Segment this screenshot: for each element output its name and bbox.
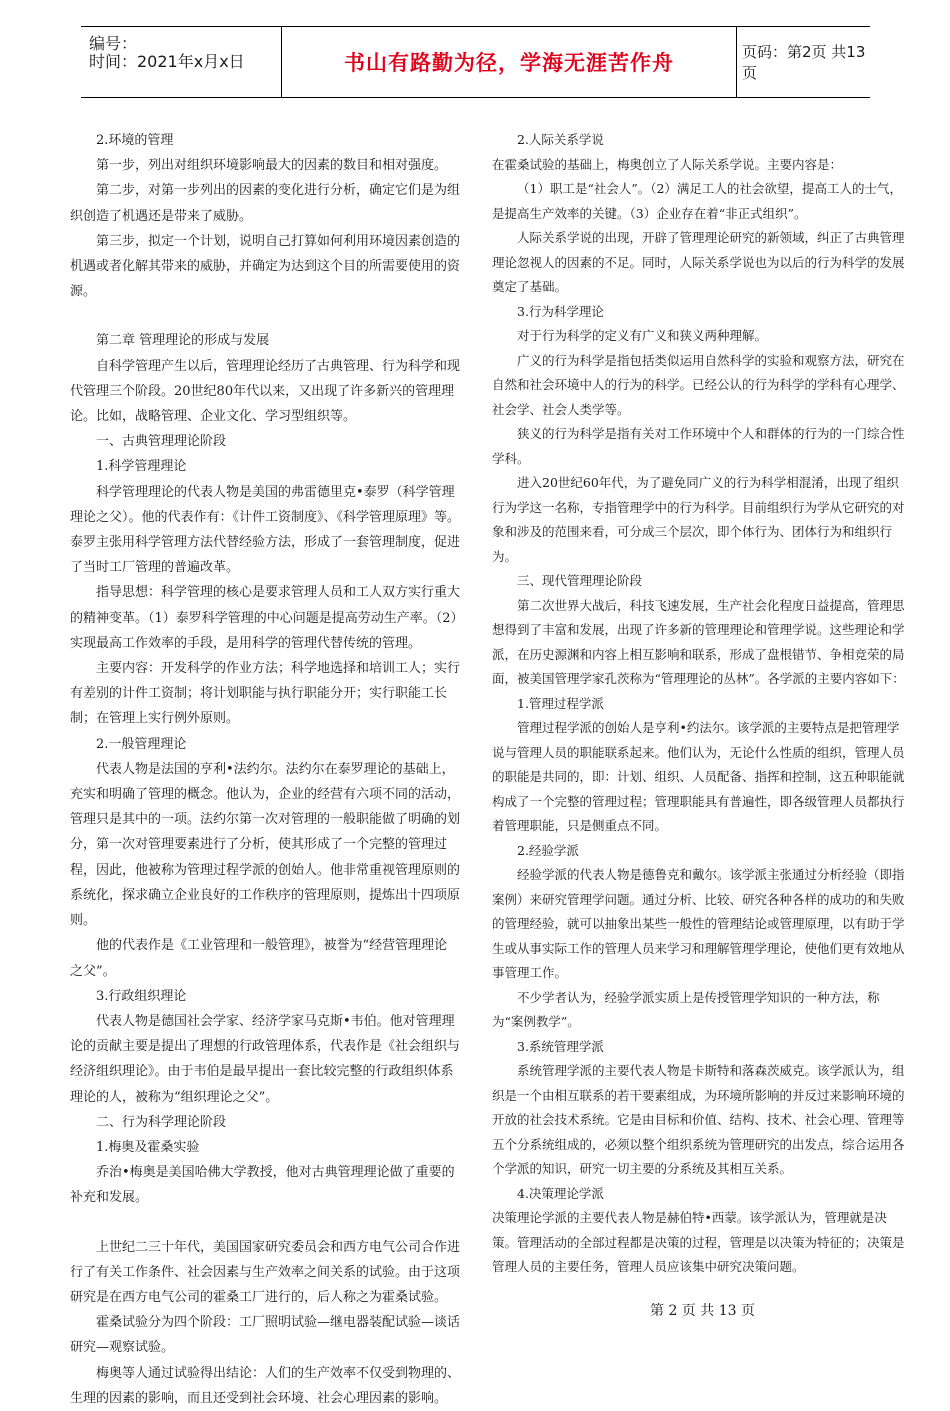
header-motto-cell: [281, 27, 737, 97]
left-column: [70, 128, 460, 1411]
paragraph: 系统管理学派的主要代表人物是卡斯特和落森茨威克。该学派认为，组织是一个由相互联系的若干要素组成，为环境所影响的并反过来影响环境的开放的社会技术系统。它是由目标和价值、结构、技术、社会心理、管理等五个分系统组成的，必须以整个组织系统为管理研究的出发点，综合运用各个学派的知识，研究一切主要的分系统及其相互关系。: [492, 1063, 905, 1176]
paragraph: 决策理论学派的主要代表人物是赫伯特•西蒙。该学派认为，管理就是决策。管理活动的全部过程都是决策的过程，管理是以决策为特征的；决策是管理人员的主要任务，管理人员应该集中研究决策问题。: [492, 1210, 905, 1274]
paragraph: 4.决策理论学派: [517, 1185, 604, 1201]
paragraph: 自科学管理产生以后，管理理论经历了古典管理、行为科学和现代管理三个阶段。20世纪80年代以来，又出现了许多新兴的管理理论。比如，战略管理、企业文化、学习型组织等。: [70, 358, 461, 425]
paragraph: 对于行为科学的定义有广义和狭义两种理解。: [517, 328, 768, 343]
paragraph: 广义的行为科学是指包括类似运用自然科学的实验和观察方法，研究在自然和社会环境中人的行为的科学。已经公认的行为科学的学科有心理学、社会学、社会人类学等。: [492, 352, 905, 417]
motto-text: 书山有路勤为径，学海无涯苦作舟: [344, 51, 674, 75]
paragraph: 狭义的行为科学是指有关对工作环境中个人和群体的行为的一门综合性学科。: [492, 426, 905, 466]
paragraph: 3.行政组织理论: [96, 988, 187, 1004]
paragraph: （1）职工是“社会人”。（2）满足工人的社会欲望，提高工人的士气，是提高生产效率的关键。（3）企业存在着“非正式组织”。: [492, 181, 902, 221]
paragraph: 乔治•梅奥是美国哈佛大学教授，他对古典管理理论做了重要的补充和发展。: [70, 1165, 455, 1206]
paragraph: 3.系统管理学派: [517, 1038, 604, 1054]
page-footer: 第 2 页 共 13 页: [650, 1303, 755, 1319]
paragraph: 1.梅奥及霍桑实验: [96, 1139, 200, 1155]
paragraph: 人际关系学说的出现，开辟了管理理论研究的新领域，纠正了古典管理理论忽视人的因素的不足。同时，人际关系学说也为以后的行为科学的发展奠定了基础。: [492, 230, 905, 294]
paragraph: 霍桑试验分为四个阶段：工厂照明试验—继电器装配试验—谈话研究—观察试验。: [70, 1315, 461, 1356]
document-number-label: 编号：: [89, 34, 138, 53]
paragraph: 梅奥等人通过试验得出结论：人们的生产效率不仅受到物理的、生理的因素的影响，而且还受到社会环境、社会心理因素的影响。: [70, 1365, 461, 1406]
paragraph: 指导思想：科学管理的核心是要求管理人员和工人双方实行重大的精神变革。（1）泰罗科学管理的中心问题是提高劳动生产率。（2）实现最高工作效率的手段，是用科学的管理代替传统的管理。: [70, 585, 461, 651]
paragraph: 一、古典管理理论阶段: [96, 434, 227, 450]
paragraph: 经验学派的代表人物是德鲁克和戴尔。该学派主张通过分析经验（即指案例）来研究管理学问题。通过分析、比较、研究各种各样的成功的和失败的管理经验，就可以抽象出某些一般性的管理结论或管理原理，以有助于学生或从事实际工作的管理人员来学习和理解管理学理论，使他们更有效地从事管理工作。: [492, 867, 905, 980]
paragraph: 不少学者认为，经验学派实质上是传授管理学知识的一种方法，称为“案例教学”。: [492, 989, 880, 1029]
paragraph: 进入20世纪60年代，为了避免同广义的行为科学相混淆，出现了组织行为学这一名称，专指管理学中的行为科学。目前组织行为学从它研究的对象和涉及的范围来看，可分成三个层次，即个体行为、团体行为和组织行为。: [492, 475, 905, 564]
document-time-label: 时间：2021年x月x日: [89, 52, 245, 71]
paragraph: 第三步，拟定一个计划，说明自己打算如何利用环境因素创造的机遇或者化解其带来的威胁，并确定为达到这个目的所需要使用的资源。: [70, 233, 461, 300]
page-number-label: 页码：第2页 共13页: [742, 43, 866, 82]
paragraph: 代表人物是法国的亨利•法约尔。法约尔在泰罗理论的基础上，充实和明确了管理的概念。他认为，企业的经营有六项不同的活动，管理只是其中的一项。法约尔第一次对管理的一般职能做了明确的划分，第一次对管理要素进行了分析，使其形成了一个完整的管理过程，因此，他被称为管理过程学派的创始人。他非常重视管理原则的系统化，探求确立企业良好的工作秩序的管理原则，提炼出十四项原则。: [70, 761, 461, 929]
paragraph: 1.管理过程学派: [517, 695, 604, 711]
paragraph: 第二章 管理理论的形成与发展: [96, 333, 270, 349]
paragraph: 管理过程学派的创始人是亨利•约法尔。该学派的主要特点是把管理学说与管理人员的职能联系起来。他们认为，无论什么性质的组织，管理人员的职能是共同的，即：计划、组织、人员配备、指挥和控制，这五种职能就构成了一个完整的管理过程；管理职能具有普遍性，即各级管理人员都执行着管理职能，只是侧重点不同。: [492, 720, 905, 833]
paragraph: [70, 304, 460, 328]
header-meta: [81, 27, 281, 97]
paragraph: 2.人际关系学说: [517, 132, 604, 147]
paragraph: 代表人物是德国社会学家、经济学家马克斯•韦伯。他对管理理论的贡献主要是提出了理想的行政管理体系，代表作是《社会组织与经济组织理论》。由于韦伯是最早提出一套比较完整的行政组织体系理论的人，被称为“组织理论之父”。: [70, 1013, 461, 1105]
paragraph: 在霍桑试验的基础上，梅奥创立了人际关系学说。主要内容是：: [492, 156, 843, 172]
paragraph: 第二次世界大战后，科技飞速发展，生产社会化程度日益提高，管理思想得到了丰富和发展，出现了许多新的管理理论和管理学说。这些理论和学派，在历史源渊和内容上相互影响和联系，形成了盘根错节、争相竞荣的局面，被美国管理学家孔茨称为“管理理论的丛林”。各学派的主要内容如下：: [492, 597, 905, 686]
paragraph: 2.环境的管理: [96, 133, 174, 148]
paragraph: [70, 1211, 460, 1235]
page-header: [81, 26, 870, 98]
paragraph: 科学管理理论的代表人物是美国的弗雷德里克•泰罗（科学管理理论之父）。他的代表作有：《计件工资制度》、《科学管理原理》等。泰罗主张用科学管理方法代替经验方法，形成了一套管理制度，促进了当时工厂管理的普遍改革。: [70, 484, 461, 576]
paragraph: 2.一般管理理论: [96, 736, 187, 752]
paragraph: 第二步，对第一步列出的因素的变化进行分析，确定它们是为组织创造了机遇还是带来了威胁。: [70, 183, 461, 224]
paragraph: 他的代表作是《工业管理和一般管理》，被誉为“经营管理理论之父”。: [70, 938, 448, 979]
header-page-cell: [736, 27, 876, 97]
right-column: [492, 128, 910, 1280]
paragraph: 主要内容：开发科学的作业方法；科学地选择和培训工人；实行有差别的计件工资制；将计划职能与执行职能分开；实行职能工长制；在管理上实行例外原则。: [70, 661, 461, 727]
paragraph: 1.科学管理理论: [96, 459, 187, 475]
paragraph: 第一步，列出对组织环境影响最大的因素的数目和相对强度。: [96, 158, 448, 174]
paragraph: 上世纪二三十年代，美国国家研究委员会和西方电气公司合作进行了有关工作条件、社会因素与生产效率之间关系的试验。由于这项研究是在西方电气公司的霍桑工厂进行的，后人称之为霍桑试验。: [70, 1239, 461, 1305]
paragraph: 三、现代管理理论阶段: [517, 573, 643, 588]
paragraph: 3.行为科学理论: [517, 303, 604, 319]
paragraph: 2.经验学派: [517, 842, 579, 858]
paragraph: 二、行为科学理论阶段: [96, 1114, 227, 1130]
